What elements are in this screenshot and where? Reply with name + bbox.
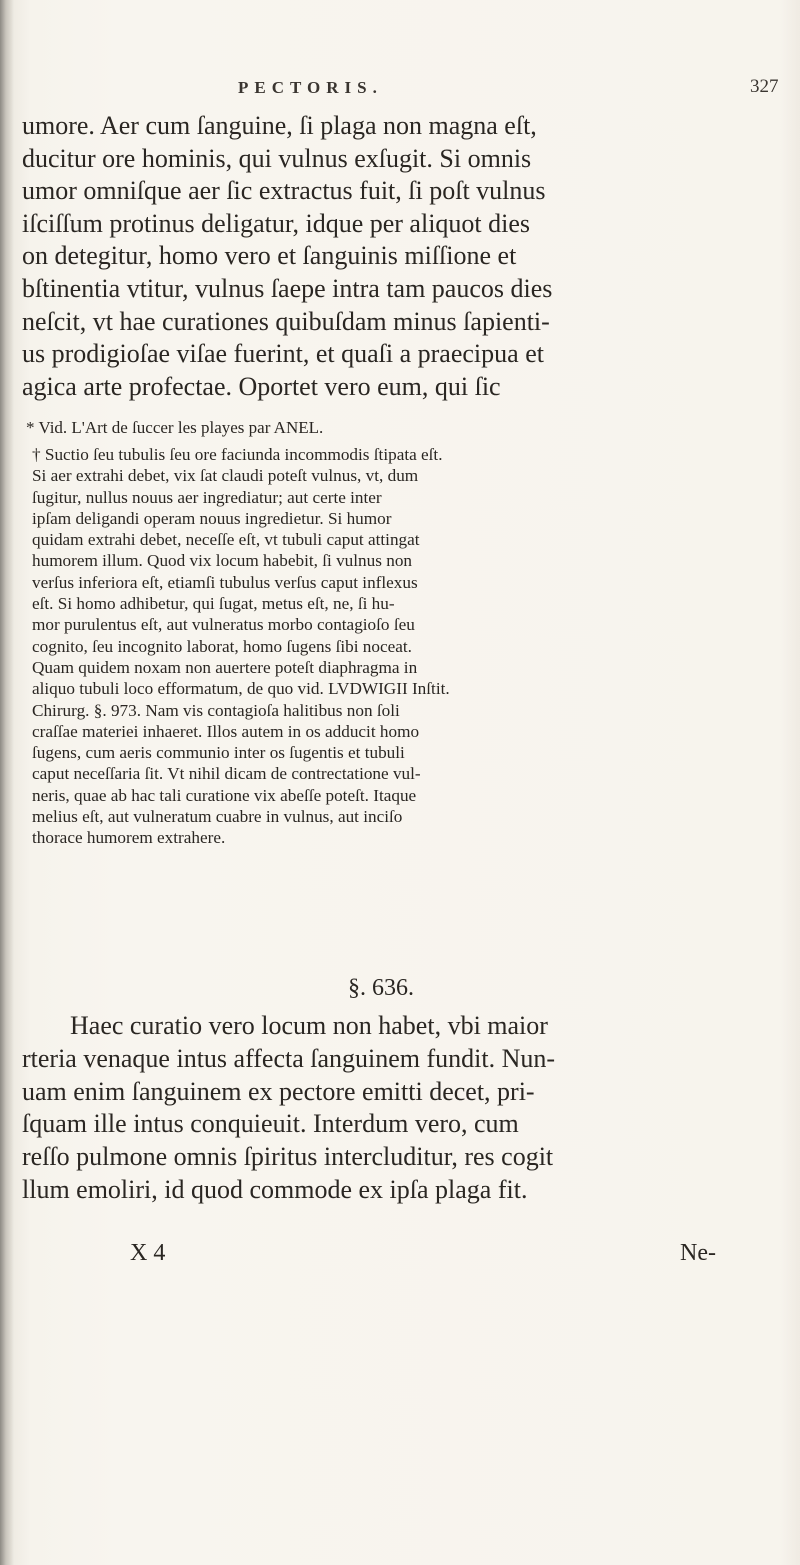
text-line: umore. Aer cum ſanguine, ſi plaga non magna eſt, [22,111,537,140]
page-number: 327 [750,76,779,97]
text-line: rteria venaque intus affecta ſanguinem fundit. Nun- [22,1043,556,1073]
text-line: iſciſſum protinus deligatur, idque per aliquot dies [22,208,531,238]
footnote-line: verſus inferiora eſt, etiamſi tubulus verſus caput inflexus [32,572,418,592]
footnote-line: craſſae materiei inhaeret. Illos autem in os adducit homo [32,721,420,741]
text-line: Haec curatio vero locum non habet, vbi maior [70,1011,548,1040]
signature-mark: X 4 [130,1240,166,1266]
text-line: us prodigioſae viſae fuerint, et quaſi a praecipua et [22,339,544,369]
footnote-line: thorace humorem extrahere. [32,828,226,848]
footnote-line: ipſam deligandi operam nouus ingredietur. Si humor [32,508,392,528]
text-line: reſſo pulmone omnis ſpiritus intercluditur, res cogit [22,1142,554,1172]
binding-gutter [0,0,14,1565]
text-line: neſcit, vt hae curationes quibuſdam minus ſapienti- [22,306,550,336]
main-paragraph [22,110,782,403]
text-line: umor omniſque aer ſic extractus fuit, ſi poſt vulnus [22,176,546,206]
footnote-line: ſugens, cum aeris communio inter os ſugentis et tubuli [32,743,405,763]
footnote-line: humorem illum. Quod vix locum habebit, ſi vulnus non [32,551,413,571]
footnote-line: † Suctio ſeu tubulis ſeu ore faciunda incommodis ſtipata eſt. [32,445,443,464]
text-line: uam enim ſanguinem ex pectore emitti decet, pri- [22,1076,535,1106]
text-line: ducitur ore hominis, qui vulnus exſugit. Si omnis [22,143,532,173]
catchword: Ne- [680,1240,716,1266]
footnote-line: cognito, ſeu incognito laborat, homo ſugens ſibi noceat. [32,636,412,656]
footnote-dagger [32,444,772,849]
footnote-line: aliquo tubuli loco efformatum, de quo vid. LVDWIGII Inſtit. [32,679,450,699]
section-paragraph [22,1010,782,1207]
footnote-line: Quam quidem noxam non auertere poteſt diaphragma in [32,657,418,677]
footnote-line: neris, quae ab hac tali curatione vix abeſſe poteſt. Itaque [32,785,417,805]
text-line: on detegitur, homo vero et ſanguinis miſſione et [22,241,517,271]
text-line: agica arte profectae. Oportet vero eum, qui ſic [22,371,501,401]
text-line: ſquam ille intus conquieuit. Interdum vero, cum [22,1109,519,1139]
footnote-line: mor purulentus eſt, aut vulneratus morbo contagioſo ſeu [32,615,415,635]
footnote-line: quidam extrahi debet, neceſſe eſt, vt tubuli caput attingat [32,530,420,550]
footnote-line: ſugitur, nullus nouus aer ingrediatur; aut certe inter [32,487,382,507]
footnote-line: caput neceſſaria ſit. Vt nihil dicam de contrectatione vul- [32,764,421,784]
section-heading: §. 636. [348,975,414,1001]
footnote-line: Chirurg. §. 973. Nam vis contagioſa halitibus non ſoli [32,700,400,720]
footnote-line: eſt. Si homo adhibetur, qui ſugat, metus eſt, ne, ſi hu- [32,594,395,614]
running-header: PECTORIS. [238,78,383,97]
text-line: llum emoliri, id quod commode ex ipſa plaga fit. [22,1174,528,1204]
footnote-line: melius eſt, aut vulneratum cuabre in vulnus, aut inciſo [32,807,403,827]
footnote-star: * Vid. L'Art de ſuccer les playes par ANEL. [26,418,324,437]
footnote-line: Si aer extrahi debet, vix ſat claudi poteſt vulnus, vt, dum [32,466,419,486]
text-line: bſtinentia vtitur, vulnus ſaepe intra tam paucos dies [22,273,553,303]
